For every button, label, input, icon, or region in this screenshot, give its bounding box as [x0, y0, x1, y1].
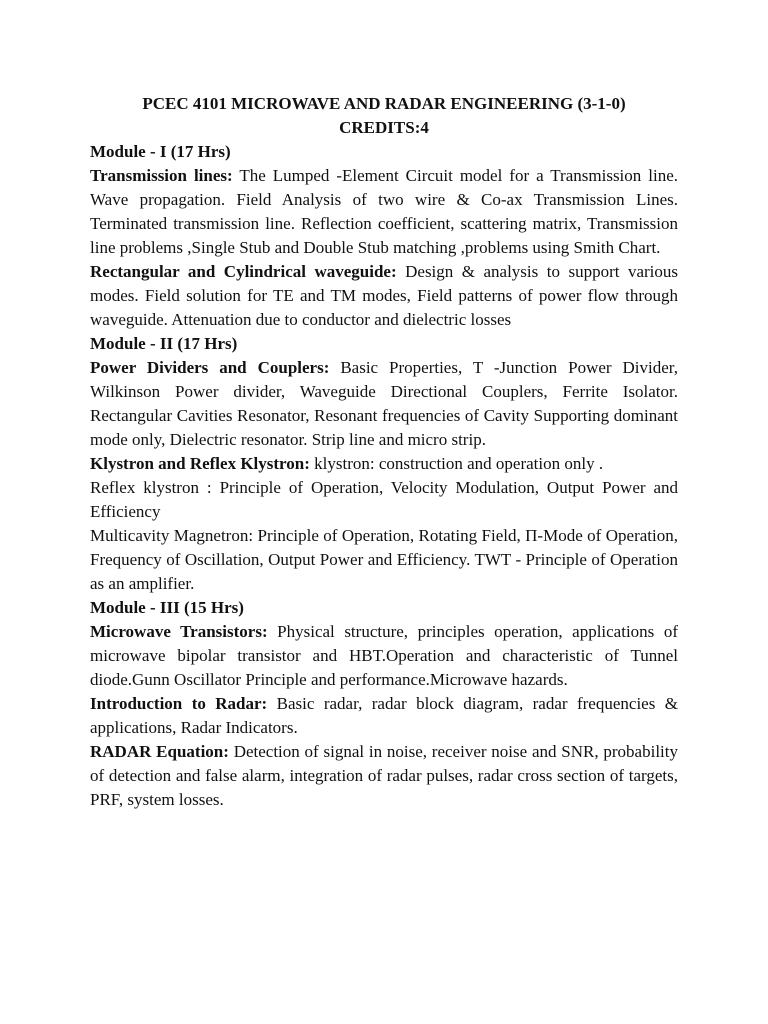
- topic-text: Basic radar, radar block diagram, radar frequencies & applications, Radar Indicators.: [90, 694, 678, 737]
- topic-text: Design & analysis to support various modes. Field solution for TE and TM modes, Field patterns of power flow through waveguide. Attenuation due to conductor and dielectric losses: [90, 262, 679, 329]
- module-1-heading: Module - I (17 Hrs): [90, 142, 231, 161]
- topic-text: Detection of signal in noise, receiver noise and SNR, probability of detection and false alarm, integration of radar pulses, radar cross section of targets, PRF, system losses.: [90, 742, 678, 809]
- topic-label: RADAR Equation:: [90, 742, 229, 761]
- module-3-topic-radar-intro: [90, 692, 678, 740]
- topic-text: Multicavity Magnetron: Principle of Operation, Rotating Field, Π-Mode of Operation, Frequency of Oscillation, Output Power and Efficiency. TWT - Principle of Operation as an amplifier.: [90, 526, 678, 593]
- topic-label: Klystron and Reflex Klystron:: [90, 454, 310, 473]
- topic-text: klystron: construction and operation only .: [309, 454, 604, 473]
- module-2-topic-power-dividers: [90, 356, 678, 452]
- course-title: PCEC 4101 MICROWAVE AND RADAR ENGINEERING (3-1-0): [142, 94, 626, 113]
- topic-label: Introduction to Radar:: [90, 694, 268, 713]
- course-credits: CREDITS:4: [339, 118, 429, 137]
- topic-label: Power Dividers and Couplers:: [90, 358, 330, 377]
- module-2-topic-magnetron: [90, 524, 678, 596]
- module-2-topic-reflex-klystron: [90, 476, 678, 524]
- syllabus-page: [90, 92, 678, 812]
- module-2-heading: Module - II (17 Hrs): [90, 334, 238, 353]
- module-1-topic-waveguide: [90, 260, 678, 332]
- topic-text: The Lumped -Element Circuit model for a Transmission line. Wave propagation. Field Analysis of two wire & Co-ax Transmission Lines. Terminated transmission line. Reflection coefficient, scattering matrix, Transmission line problems ,Single Stub and Double Stub matching ,problems using Smith Chart.: [90, 166, 678, 257]
- topic-text: Physical structure, principles operation, applications of microwave bipolar transistor and HBT.Operation and characteristic of Tunnel diode.Gunn Oscillator Principle and performance.Microwave hazards.: [90, 622, 678, 689]
- module-3-topic-microwave-transistors: [90, 620, 678, 692]
- topic-label: Rectangular and Cylindrical waveguide:: [90, 262, 397, 281]
- topic-label: Microwave Transistors:: [90, 622, 268, 641]
- topic-text: Basic Properties, T -Junction Power Divider, Wilkinson Power divider, Waveguide Directional Couplers, Ferrite Isolator. Rectangular Cavities Resonator, Resonant frequencies of Cavity Supporting dominant mode only, Dielectric resonator. Strip line and micro strip.: [90, 358, 678, 449]
- module-3-topic-radar-equation: [90, 740, 678, 812]
- module-3-heading: Module - III (15 Hrs): [90, 598, 244, 617]
- module-1-topic-transmission-lines: [90, 164, 678, 260]
- module-2-topic-klystron: [90, 452, 678, 476]
- topic-text: Reflex klystron : Principle of Operation, Velocity Modulation, Output Power and Efficiency: [90, 478, 678, 521]
- topic-label: Transmission lines:: [90, 166, 233, 185]
